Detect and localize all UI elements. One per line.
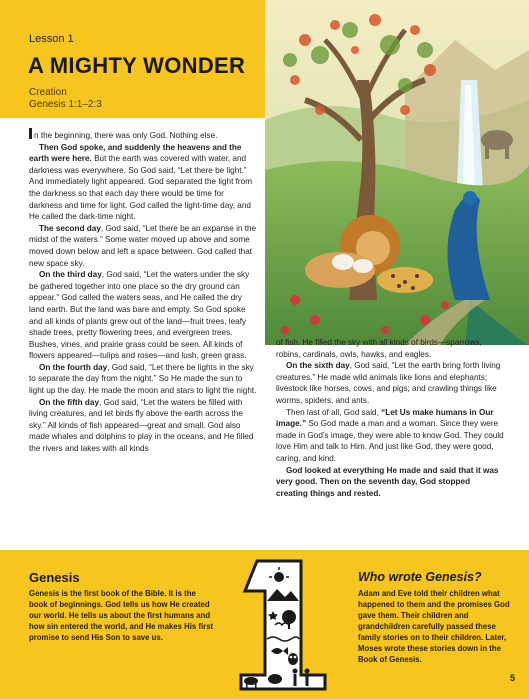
story-paragraph: On the sixth day, God said, “Let the earth bring forth living creatures.” He made wild animals like lions and elephants; livestock like horses, cows, and pigs; and crawling things like worms, spiders, and ants.: [276, 361, 501, 405]
story-paragraph: God looked at everything He made and said that it was very good. Then on the seventh day, God stopped creating things and rested.: [276, 465, 499, 498]
owl-icon: [288, 653, 298, 665]
story-paragraph: n the beginning, there was only God. Nothing else.: [29, 128, 257, 142]
scripture-reference: Genesis 1:1–2:3: [29, 99, 102, 110]
story-paragraph: On the third day, God said, “Let the waters under the sky be gathered together into one place so the dry ground can appear.” God called the waters seas, and He called the dry land earth. But the land was bare and empty. So God spoke and all kinds of plants grew out of the land—fruit trees, leafy shade trees, pretty flowering trees, and evergreen trees. Bushes, vines, and prairie grass could be seen. All kinds of flowers appeared—tulips and roses—and lush, green grass.: [29, 270, 250, 361]
lesson-subtitle: Creation: [29, 87, 67, 98]
creation-illustration: [265, 0, 529, 345]
story-paragraph: Then God spoke, and suddenly the heavens and the earth were here. But the earth was covered with water, and darkness was everywhere. So God said, “Let there be light.” And immediately light appeared. God separated the light from the darkness so that each day there would be time for darkness and time for light. God called the light-time day, and He called the dark-time night.: [29, 142, 253, 222]
story-paragraph: On the fifth day, God said, “Let the waters be filled with living creatures, and let birds fly above the earth across the sky.” All kinds of fish appeared—great and small. God also made whales and dolphins to play in the oceans, and He filled the rivers and lakes with all kinds: [29, 397, 254, 454]
genesis-heading: Genesis: [29, 570, 80, 585]
who-wrote-heading: Who wrote Genesis?: [358, 570, 482, 584]
page-number: 5: [510, 673, 516, 683]
drop-cap: [29, 128, 32, 139]
who-wrote-text: Adam and Eve told their children what happened to them and the promises God gave them. Their children and grandchildren carefully passed these family stories on to their children. Later, Moses wrote these stories down in the Book of Genesis.: [358, 589, 510, 664]
story-paragraph: On the fourth day, God said, “Let there be lights in the sky to separate the day from the night.” So He made the sun to light up the day. He made the moon and stars to light the night.: [29, 362, 257, 396]
story-paragraph: The second day, God said, “Let there be an expanse in the midst of the waters.” Some water moved up above and some moved down below and left a space between. God called that new space sky.: [29, 223, 257, 268]
lesson-label: Lesson 1: [29, 33, 74, 45]
numeral-one-icon: [227, 555, 339, 693]
story-column-2: [276, 337, 504, 499]
page-title: A MIGHTY WONDER: [28, 53, 246, 78]
story-paragraph: of fish. He filled the sky with all kinds of birds—sparrows, robins, cardinals, owls, hawks, and eagles.: [276, 338, 482, 359]
genesis-text: Genesis is the first book of the Bible. It is the book of beginnings. God tells us how He created our world. He tells us about the first humans and how sin entered the world, and He makes His first promise to send His Son to save us.: [29, 589, 214, 642]
story-paragraph: Then last of all, God said, “Let Us make humans in Our image.” So God made a man and a woman. Since they were made in God’s image, they were able to know God. They could love Him and talk to Him. And just like God, they were good, caring, and kind.: [276, 407, 504, 463]
story-column-1: [29, 128, 257, 455]
